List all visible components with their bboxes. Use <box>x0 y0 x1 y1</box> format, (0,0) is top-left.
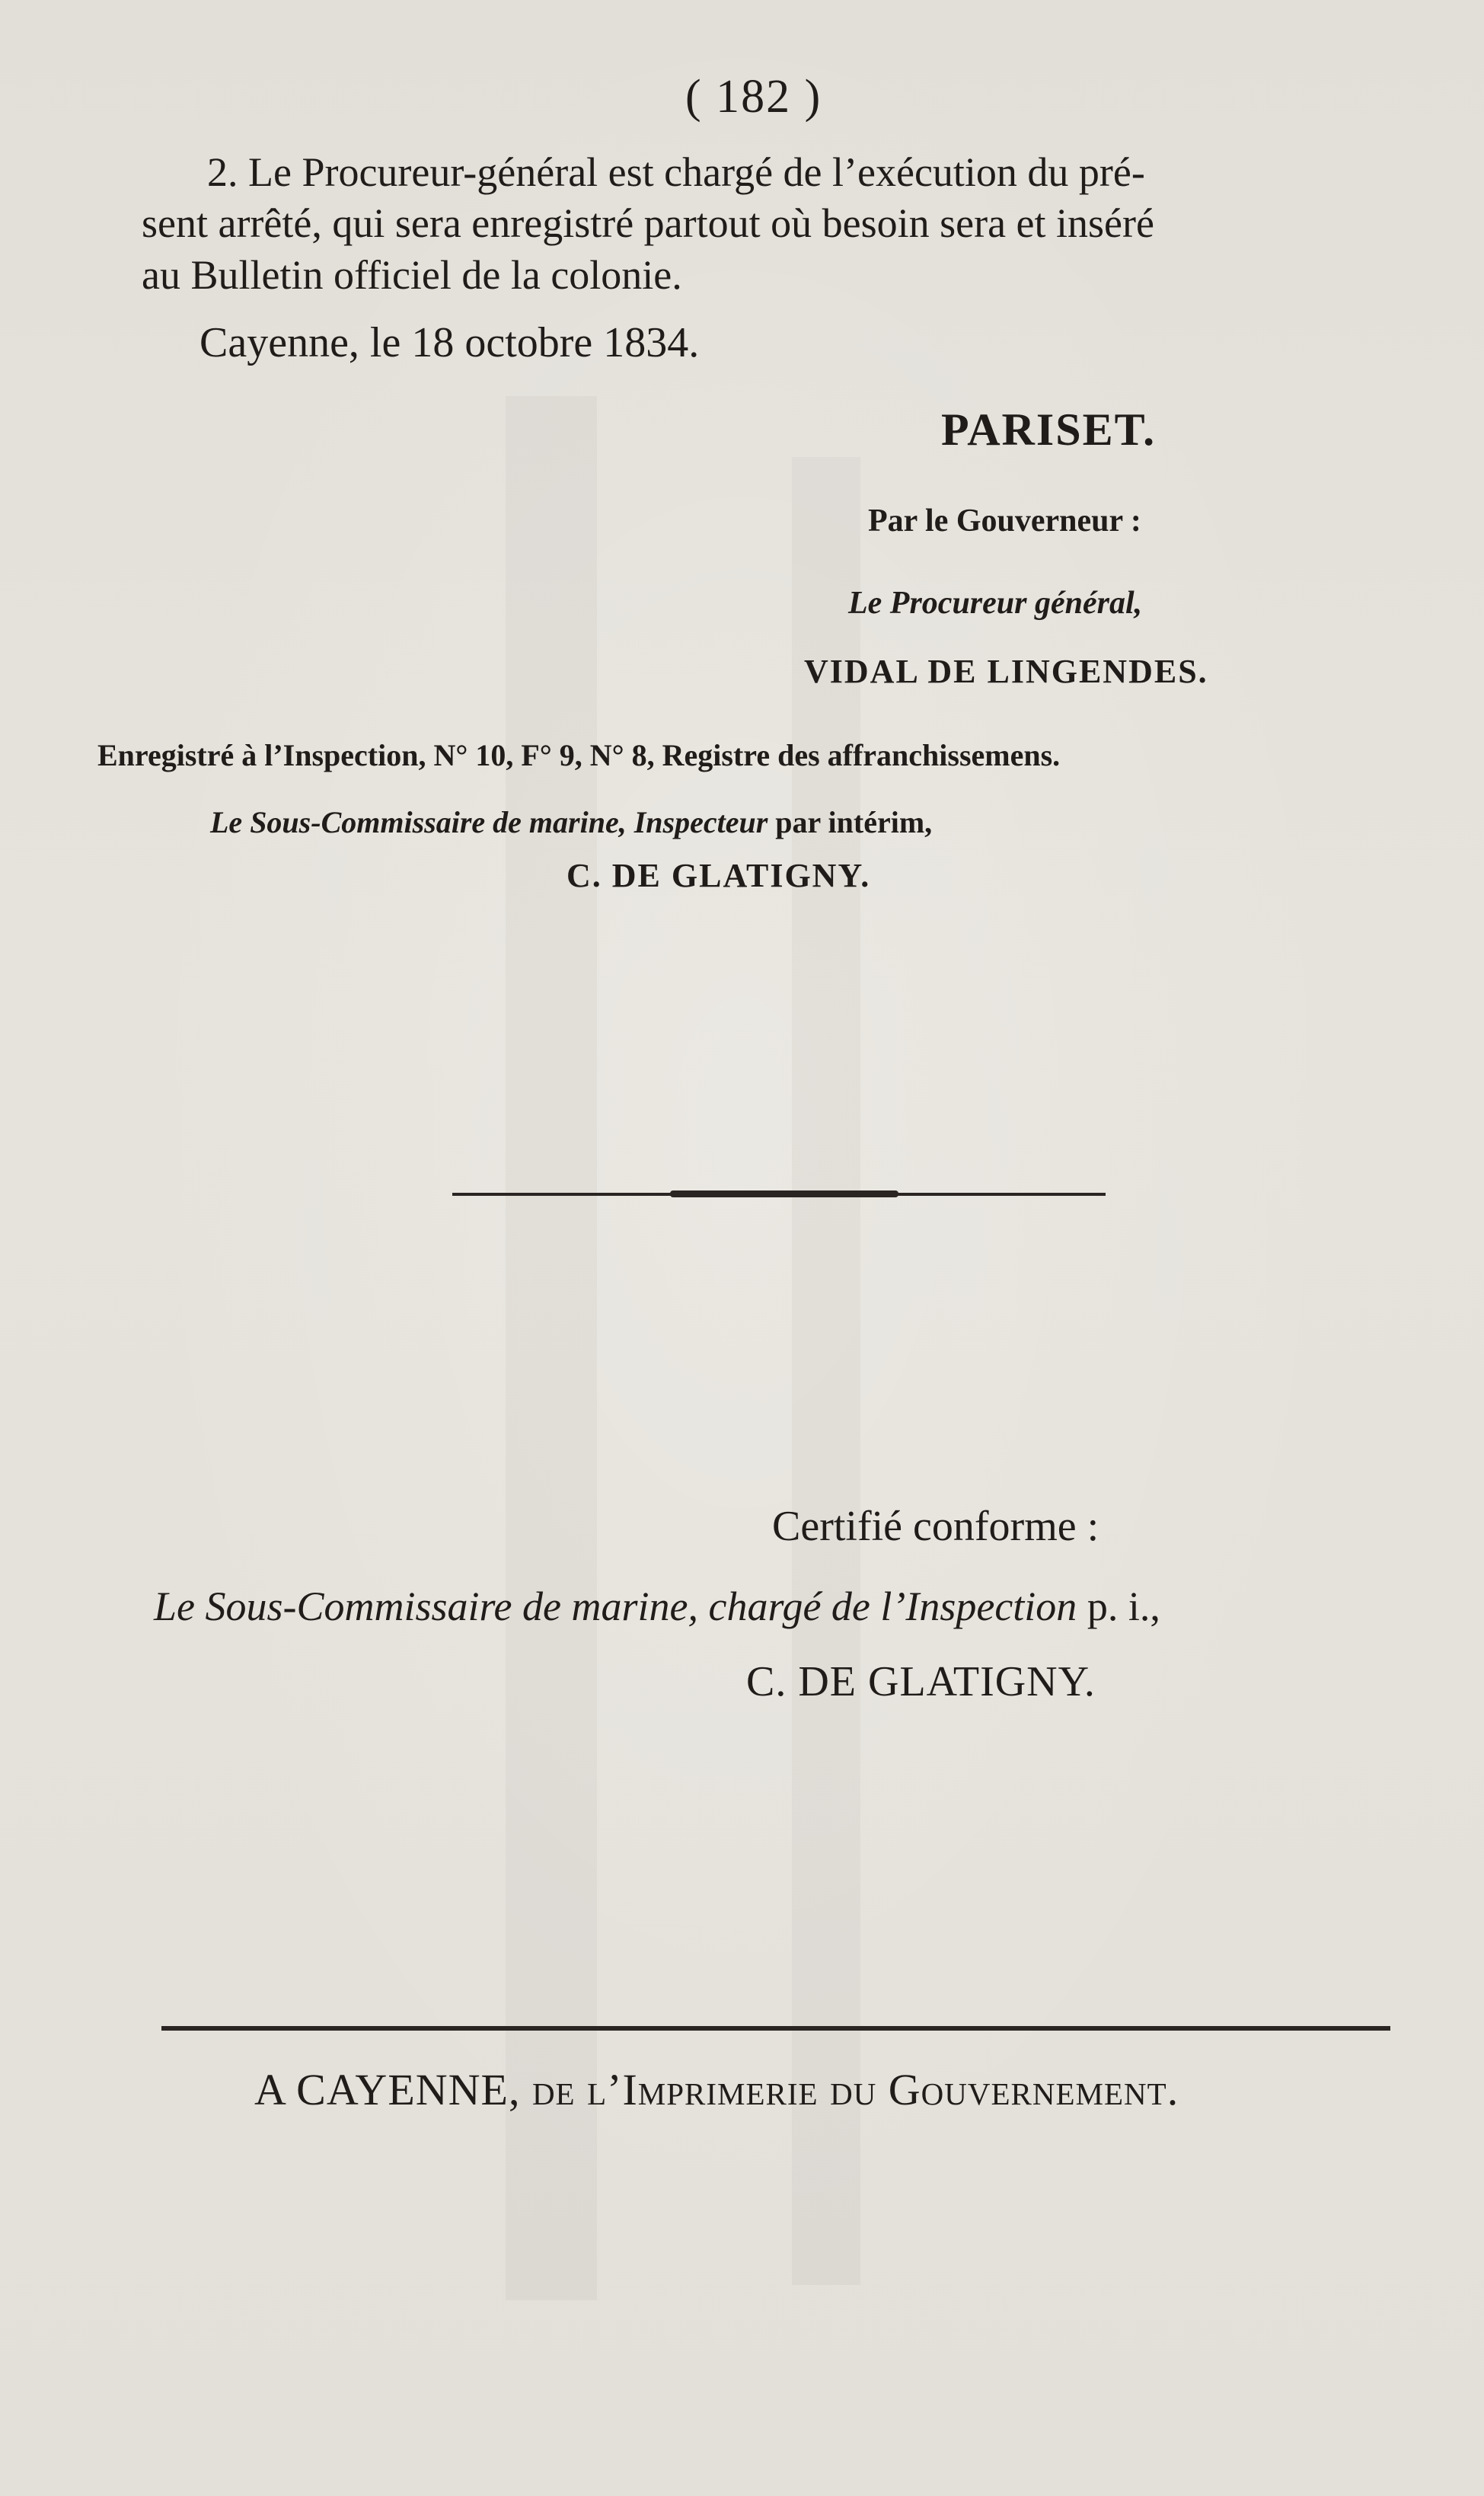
certification-title <box>154 1583 1160 1630</box>
bleed-through-column <box>792 457 860 2285</box>
article-line: sent arrêté, qui sera enregistré partout où besoin sera et inséré <box>142 200 1154 246</box>
officer-title-italic: Le Sous-Commissaire de marine, Inspecteur <box>210 805 768 839</box>
registration-officer-name: C. DE GLATIGNY. <box>566 857 871 894</box>
imprint-printer: de l’Imprimerie du Gouvernement. <box>520 2065 1179 2114</box>
date-line: Cayenne, le 18 octobre 1834. <box>199 319 700 366</box>
registration-line: Enregistré à l’Inspection, N° 10, F° 9, N° 8, Registre des affranchissemens. <box>97 738 1061 772</box>
certification-title-italic: Le Sous-Commissaire de marine, chargé de l’Inspection <box>154 1584 1077 1629</box>
certification-title-rest: p. i., <box>1077 1584 1160 1629</box>
certification-name: C. DE GLATIGNY. <box>746 1658 1096 1705</box>
bleed-through-column <box>506 396 597 2300</box>
governor-signature: PARISET. <box>941 404 1157 455</box>
procureur-name: VIDAL DE LINGENDES. <box>804 653 1208 690</box>
article-line: 2. Le Procureur-général est chargé de l’exécution du pré- <box>207 149 1145 195</box>
imprint-city: A CAYENNE, <box>254 2065 521 2114</box>
par-le-gouverneur: Par le Gouverneur : <box>868 503 1141 539</box>
certification-heading: Certifié conforme : <box>772 1503 1099 1550</box>
article-line: au Bulletin officiel de la colonie. <box>142 252 682 298</box>
page-number: ( 182 ) <box>685 71 822 123</box>
registration-officer-title <box>210 804 932 840</box>
imprint <box>254 2064 1179 2115</box>
divider-swell <box>670 1190 898 1197</box>
officer-title-rest: par intérim, <box>768 805 933 839</box>
procureur-title: Le Procureur général, <box>848 586 1143 621</box>
imprint-rule <box>161 2026 1390 2031</box>
